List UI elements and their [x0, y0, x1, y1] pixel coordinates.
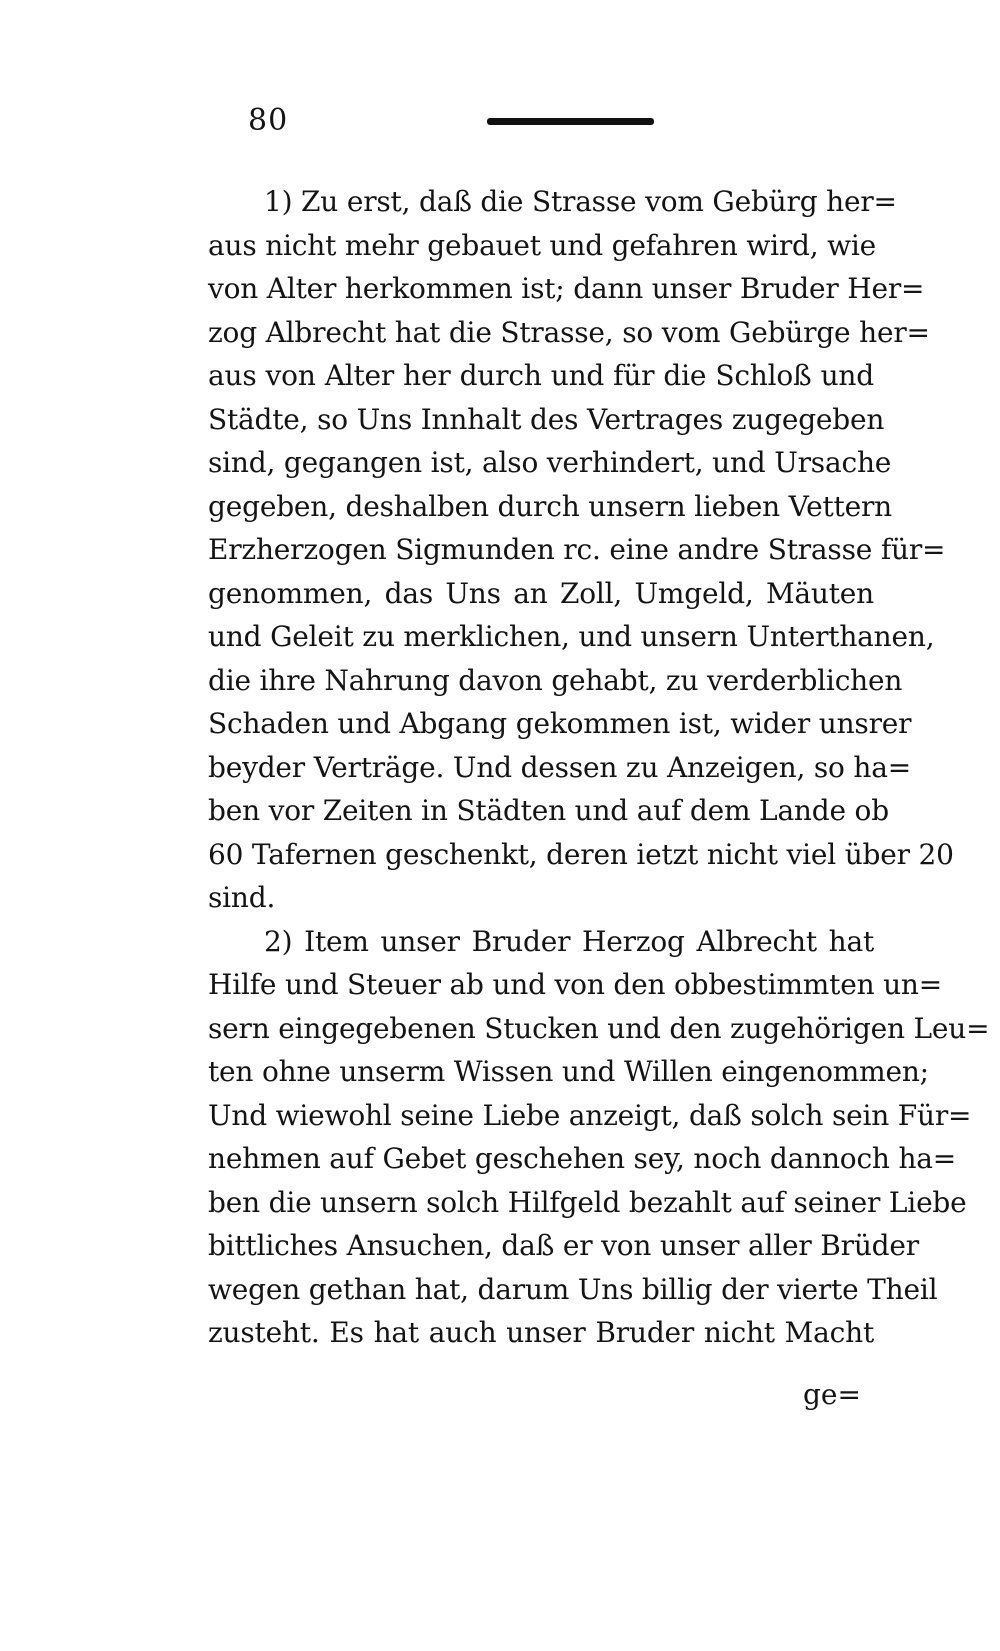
text-line: sind. [208, 881, 276, 914]
text-line: nehmen auf Gebet geschehen sey, noch dannoch ha= [208, 1142, 957, 1175]
text-line: ben vor Zeiten in Städten und auf dem Lande ob [208, 794, 889, 827]
text-line: genommen, das Uns an Zoll, Umgeld, Mäuten [208, 576, 874, 610]
text-line: aus von Alter her durch und für die Schloß und [208, 359, 874, 392]
text-line: 1) Zu erst, daß die Strasse vom Gebürg her= [264, 185, 897, 218]
text-line: von Alter herkommen ist; dann unser Bruder Her= [208, 272, 925, 305]
text-line: Städte, so Uns Innhalt des Vertrages zugegeben [208, 402, 885, 436]
text-line: bittliches Ansuchen, daß er von unser aller Brüder [208, 1229, 919, 1262]
catchword: ge= [803, 1378, 861, 1411]
text-line: 2) Item unser Bruder Herzog Albrecht hat [264, 924, 874, 958]
text-line: Hilfe und Steuer ab und von den obbestimmten un= [208, 968, 943, 1001]
text-line: wegen gethan hat, darum Uns billig der vierte Theil [208, 1272, 938, 1306]
text-line: ten ohne unserm Wissen und Willen eingenommen; [208, 1055, 929, 1088]
text-line: ben die unsern solch Hilfgeld bezahlt auf seiner Liebe [208, 1185, 967, 1219]
text-line: Erzherzogen Sigmunden rc. eine andre Strasse für= [208, 533, 946, 566]
text-line: gegeben, deshalben durch unsern lieben Vettern [208, 489, 892, 523]
header-rule [487, 118, 654, 125]
text-line: sern eingegebenen Stucken und den zugehörigen Leu= [208, 1011, 990, 1045]
text-line: aus nicht mehr gebauet und gefahren wird, wie [208, 228, 877, 262]
text-line: sind, gegangen ist, also verhindert, und Ursache [208, 446, 892, 479]
text-line: beyder Verträge. Und dessen zu Anzeigen, so ha= [208, 750, 911, 784]
body-text [208, 180, 990, 1355]
text-line: 60 Tafernen geschenkt, deren ietzt nicht viel über 20 [208, 837, 954, 871]
text-line: und Geleit zu merklichen, und unsern Unterthanen, [208, 620, 935, 653]
text-line: Und wiewohl seine Liebe anzeigt, daß solch sein Für= [208, 1098, 972, 1132]
page-number: 80 [248, 103, 289, 138]
text-line: die ihre Nahrung davon gehabt, zu verderblichen [208, 663, 903, 697]
text-line: zusteht. Es hat auch unser Bruder nicht Macht [208, 1316, 874, 1349]
text-line: zog Albrecht hat die Strasse, so vom Gebürge her= [208, 315, 930, 349]
text-line: Schaden und Abgang gekommen ist, wider unsrer [208, 707, 912, 740]
